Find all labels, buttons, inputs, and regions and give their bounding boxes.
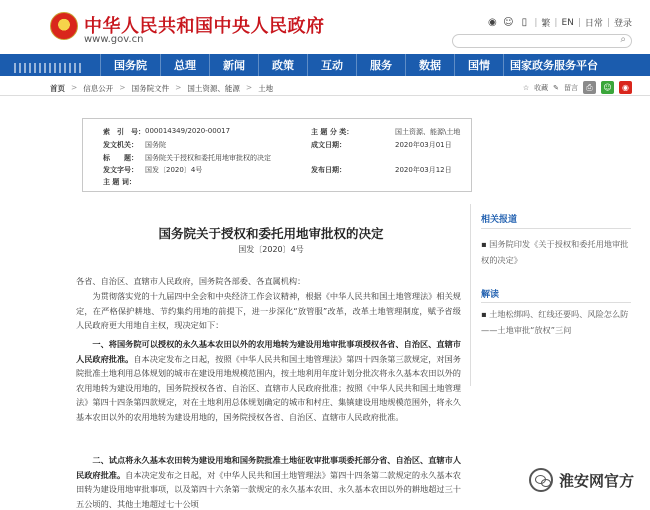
meta-value: 国发〔2020〕4号 [145, 166, 203, 174]
site-header [0, 0, 650, 52]
breadcrumb-separator: > [175, 83, 182, 92]
share-bar [523, 81, 632, 94]
nav-item-premier[interactable]: 总理 [160, 54, 209, 76]
nav-item-data[interactable]: 数据 [405, 54, 454, 76]
comment-icon[interactable]: ✎ [553, 83, 559, 92]
meta-label: 索 引 号： [103, 128, 145, 136]
nav-item-service-platform[interactable]: 国家政务服务平台 [503, 54, 604, 76]
sidebar-divider [470, 204, 471, 386]
section-2-heading: 二、试点将永久基本农田转为建设用地和国务院批准土地征收审批事项委托部分省、自治区、直辖市人民政府批准。 [76, 455, 461, 480]
meta-label: 发文字号： [103, 166, 138, 174]
weibo-share-icon[interactable]: ◉ [619, 81, 632, 94]
meta-row [83, 127, 473, 137]
breadcrumb-bar [0, 80, 650, 96]
document-metadata-table [82, 118, 472, 192]
document-number: 国发〔2020〕4号 [238, 245, 304, 254]
meta-value: 国务院 [145, 141, 166, 149]
meta-value: 国务院关于授权和委托用地审批权的决定 [145, 154, 271, 162]
divider [481, 302, 631, 303]
watermark [529, 468, 634, 492]
list-item[interactable] [481, 306, 631, 338]
meta-label: 发布日期： [311, 166, 346, 174]
meta-row [83, 140, 473, 150]
related-reports-heading: 相关报道 [481, 215, 518, 225]
salutation: 各省、自治区、直辖市人民政府，国务院各部委、各直属机构： [76, 276, 306, 286]
nav-item-national-info[interactable]: 国情 [454, 54, 503, 76]
interpretation-list [481, 306, 631, 338]
meta-label: 主 题 分 类： [311, 128, 354, 136]
link-traditional[interactable]: 繁 [541, 19, 551, 29]
mobile-icon[interactable]: ▯ [521, 16, 528, 28]
meta-value: 2020年03月12日 [395, 166, 452, 174]
breadcrumb-land[interactable]: 土地 [258, 84, 274, 93]
list-item[interactable] [481, 236, 631, 268]
divider: | [606, 17, 610, 28]
section-2-body: 自本决定发布之日起，对《中华人民共和国土地管理法》第四十四条第二款规定的永久基本农田转为建设用地审批事项，以及第四十六条第一款规定的永久基本农田、永久基本农田以外的耕地超过三十五公顷的、其他土地超过七十公顷 [76, 469, 461, 509]
paragraph-section-1 [76, 337, 461, 425]
divider [481, 228, 631, 229]
interpretation-heading: 解读 [481, 290, 500, 300]
meta-value: 国土资源、能源\土地 [395, 128, 461, 136]
related-reports-list [481, 236, 631, 268]
related-link[interactable]: 国务院印发《关于授权和委托用地审批权的决定》 [481, 239, 629, 265]
link-login[interactable]: 登录 [613, 19, 632, 29]
nav-item-state-council[interactable]: 国务院 [100, 54, 160, 76]
meta-row [83, 177, 473, 187]
paragraph-intro: 为贯彻落实党的十九届四中全会和中央经济工作会议精神，根据《中华人民共和国土地管理法》相关规定，在严格保护耕地、节约集约用地的前提下，进一步深化“放管服”改革，改革土地管理制度，赋予省级人民政府更大用地自主权，现决定如下： [76, 291, 461, 331]
meta-value: 000014349/2020-00017 [145, 127, 231, 135]
watermark-text: 淮安网官方 [558, 471, 634, 490]
divider: | [577, 17, 581, 28]
link-english[interactable]: EN [561, 17, 574, 28]
divider: | [554, 17, 558, 28]
wechat-share-icon[interactable]: ☺ [601, 81, 614, 94]
section-1-heading: 一、将国务院可以授权的永久基本农田以外的农用地转为建设用地审批事项授权各省、自治区、直辖市人民政府批准。 [76, 339, 461, 364]
nav-building-graphic [0, 54, 100, 76]
search-icon[interactable]: ⌕ [620, 34, 626, 45]
national-emblem-icon [50, 12, 78, 40]
site-title[interactable]: 中华人民共和国中央人民政府 [84, 16, 325, 37]
breadcrumb-separator: > [245, 83, 253, 92]
bullet-icon: ▪ [481, 309, 490, 319]
breadcrumb-state-council-docs[interactable]: 国务院文件 [131, 84, 170, 93]
weibo-icon[interactable]: ◉ [487, 16, 497, 28]
nav-item-news[interactable]: 新闻 [209, 54, 258, 76]
print-icon[interactable]: ⎙ [583, 81, 596, 94]
divider: | [534, 17, 538, 28]
breadcrumb-land-energy[interactable]: 国土资源、能源 [187, 84, 240, 93]
meta-value: 2020年03月01日 [395, 141, 452, 149]
meta-label: 主 题 词： [103, 178, 136, 186]
link-japanese[interactable]: 日常 [584, 19, 603, 29]
breadcrumb [50, 83, 273, 94]
search-input[interactable] [452, 34, 632, 48]
favorite-button[interactable]: 收藏 [534, 83, 549, 92]
nav-item-policy[interactable]: 政策 [258, 54, 307, 76]
top-links [486, 16, 632, 29]
bullet-icon: ▪ [481, 239, 490, 249]
favorite-icon[interactable]: ☆ [522, 83, 530, 92]
site-url: www.gov.cn [84, 34, 144, 45]
breadcrumb-home[interactable]: 首页 [50, 84, 65, 93]
meta-label: 标 题： [103, 154, 138, 162]
main-nav [0, 54, 650, 76]
nav-item-interaction[interactable]: 互动 [307, 54, 356, 76]
meta-row [83, 165, 473, 175]
breadcrumb-info-disclosure[interactable]: 信息公开 [83, 84, 114, 93]
meta-label: 发文机关： [103, 141, 138, 149]
paragraph-section-2 [76, 453, 461, 510]
interpretation-link[interactable]: 土地松绑吗、红线还要吗、风险怎么防——土地审批“放权”三问 [481, 309, 629, 335]
wechat-watermark-icon [529, 468, 553, 492]
breadcrumb-separator: > [119, 83, 126, 92]
meta-row [83, 153, 473, 163]
meta-label: 成文日期： [311, 141, 346, 149]
breadcrumb-separator: > [71, 83, 78, 92]
nav-item-services[interactable]: 服务 [356, 54, 405, 76]
article-title: 国务院关于授权和委托用地审批权的决定 [158, 226, 384, 241]
section-1-body: 自本决定发布之日起，按照《中华人民共和国土地管理法》第四十四条第三款规定，对国务院批准土地利用总体规划的城市在建设用地规模范围内，按土地利用年度计划分批次将永久基本农田以外的农用地转为建设用地的，国务院授权各省、自治区、直辖市人民政府批准；按照《中华人民共和国土地管理法》第四十四条第四款规定，对在土地利用总体规划确定的城市和村庄、集镇建设用地规模范围外，将永久基本农田以外的农用地转为建设用地的，国务院授权各省、自治区、直辖市人民政府批准。 [76, 353, 461, 422]
comment-button[interactable]: 留言 [564, 83, 578, 92]
wechat-icon[interactable]: ☺ [503, 16, 514, 28]
